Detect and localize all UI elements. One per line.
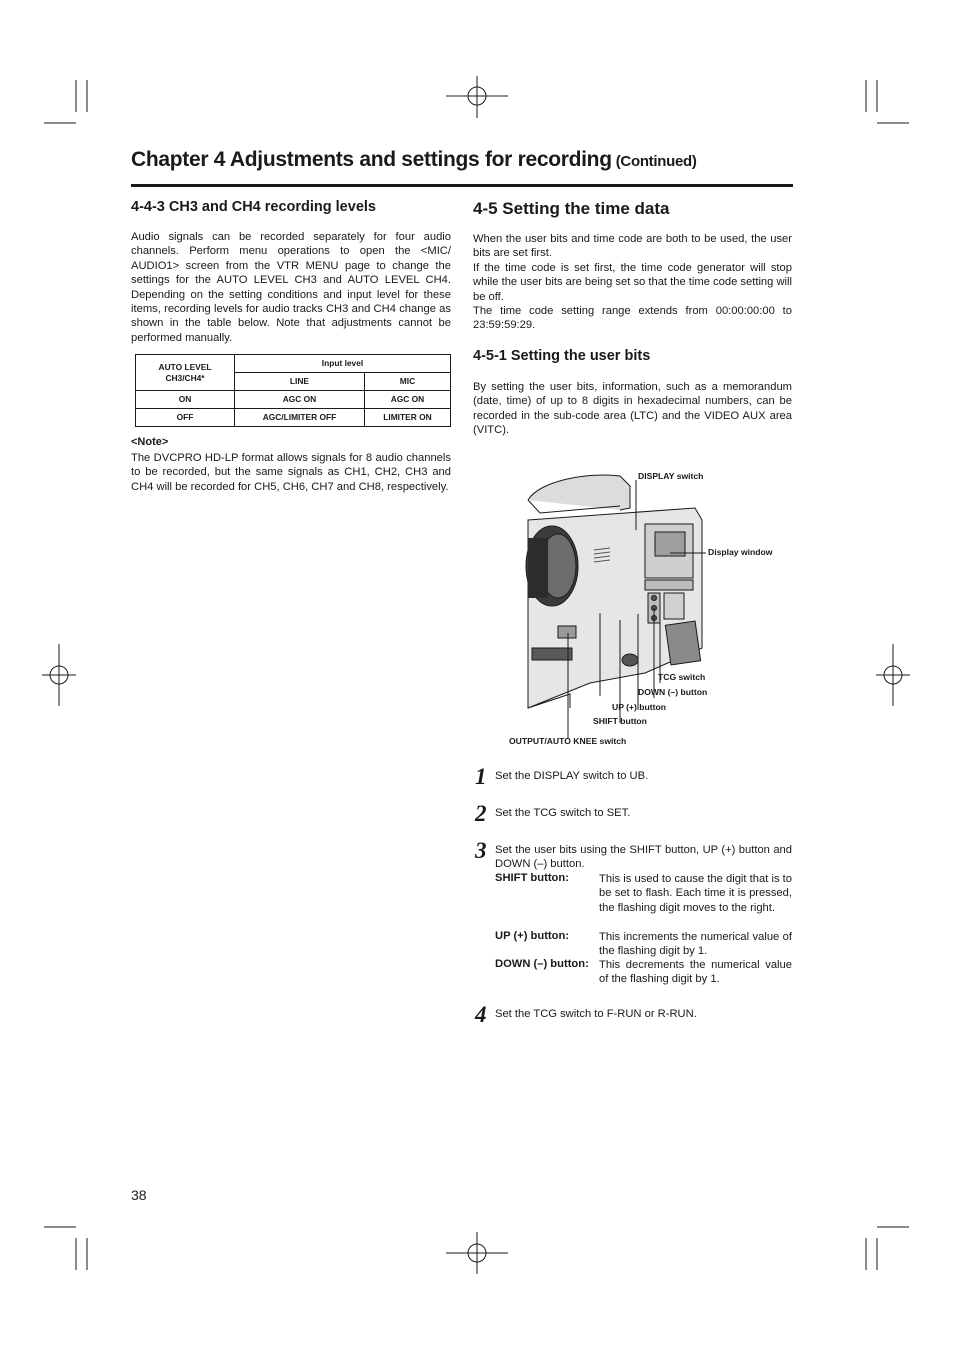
callout-down-button: DOWN (–) button: [638, 687, 708, 697]
recording-levels-table: [135, 354, 451, 427]
callout-display-switch: DISPLAY switch: [638, 471, 704, 481]
step-text-1: Set the DISPLAY switch to UB.: [495, 770, 649, 782]
intro-paragraph: Audio signals can be recorded separately for four audio channels. Perform menu operations to open the <MIC/ AUDIO1> screen from the VTR MENU page to change the settings for the AUTO LEVEL CH3 and AUTO LEVEL CH4. Depending on the setting conditions and input level for these items, recording levels for audio tracks CH3 and CH4 change as shown in the table below. Note that adjustments cannot be performed manually.: [131, 231, 451, 344]
time-data-paragraph-3: The time code setting range extends from 00:00:00:00 to 23:59:59:29.: [473, 305, 792, 332]
table-cell: AGC/LIMITER OFF: [235, 409, 365, 427]
definition-term-shift: SHIFT button:: [495, 872, 569, 884]
step-number-2: 2: [475, 801, 487, 826]
header-rule: [131, 184, 793, 187]
table-row-label: ON: [136, 391, 235, 409]
time-data-paragraph-2: If the time code is set first, the time code generator will stop while the user bits are being set so that the time code setting will be off.: [473, 262, 793, 303]
step-text-2: Set the TCG switch to SET.: [495, 807, 631, 819]
step-number-4: 4: [475, 1002, 487, 1027]
step-text-4: Set the TCG switch to F-RUN or R-RUN.: [495, 1008, 697, 1020]
table-row: [136, 391, 451, 409]
section-heading-time-data: 4-5 Setting the time data: [473, 199, 670, 218]
callout-display-window: Display window: [708, 547, 773, 557]
table-cell: LIMITER ON: [364, 409, 450, 427]
table-column-header: LINE: [235, 373, 365, 391]
table-corner-header: [136, 355, 235, 391]
table-column-header: MIC: [364, 373, 450, 391]
corner-line-2: CH3/CH4*: [165, 372, 205, 383]
user-bits-paragraph: By setting the user bits, information, such as a memorandum (date, time) of up to 8 digits in hexadecimal numbers, can be recorded in the sub-code area (LTC) and the VIDEO AUX area (VITC).: [473, 381, 792, 437]
definition-text-shift: This is used to cause the digit that is to be set to flash. Each time it is pressed, the flashing digit moves to the right.: [599, 873, 792, 914]
corner-line-1: AUTO LEVEL: [158, 361, 212, 372]
section-heading-ch3-ch4: 4-4-3 CH3 and CH4 recording levels: [131, 199, 376, 215]
table-row: [136, 409, 451, 427]
callout-output-auto-knee-switch: OUTPUT/AUTO KNEE switch: [509, 736, 627, 746]
table-row-label: OFF: [136, 409, 235, 427]
step-text-3: Set the user bits using the SHIFT button, UP (+) button and DOWN (–) button.: [495, 844, 792, 871]
step-number-3: 3: [475, 838, 487, 863]
callout-tcg-switch: TCG switch: [658, 672, 706, 682]
page-number: 38: [131, 1187, 147, 1203]
continued-label: (Continued): [615, 153, 697, 170]
table-cell: AGC ON: [235, 391, 365, 409]
definition-term-down: DOWN (–) button:: [495, 958, 589, 970]
definition-term-up: UP (+) button:: [495, 930, 570, 942]
table-cell: AGC ON: [364, 391, 450, 409]
callout-up-button: UP (+) button: [612, 702, 667, 712]
definition-text-up: This increments the numerical value of the flashing digit by 1.: [599, 931, 792, 958]
step-number-1: 1: [475, 764, 487, 789]
table-group-header: Input level: [235, 355, 451, 373]
chapter-title-text: Chapter 4 Adjustments and settings for recording: [131, 148, 612, 171]
callout-shift-button: SHIFT button: [593, 716, 647, 726]
note-label: <Note>: [131, 436, 169, 448]
chapter-title: [131, 148, 793, 172]
time-data-paragraph-1: When the user bits and time code are both to be used, the user bits are set first.: [473, 233, 792, 260]
definition-text-down: This decrements the numerical value of the flashing digit by 1.: [599, 959, 792, 986]
subsection-heading-user-bits: 4-5-1 Setting the user bits: [473, 348, 651, 364]
note-text: The DVCPRO HD-LP format allows signals for 8 audio channels to be recorded, but the same signals as CH1, CH2, CH3 and CH4 will be recorded for CH5, CH6, CH7 and CH8, respectively.: [131, 452, 451, 493]
